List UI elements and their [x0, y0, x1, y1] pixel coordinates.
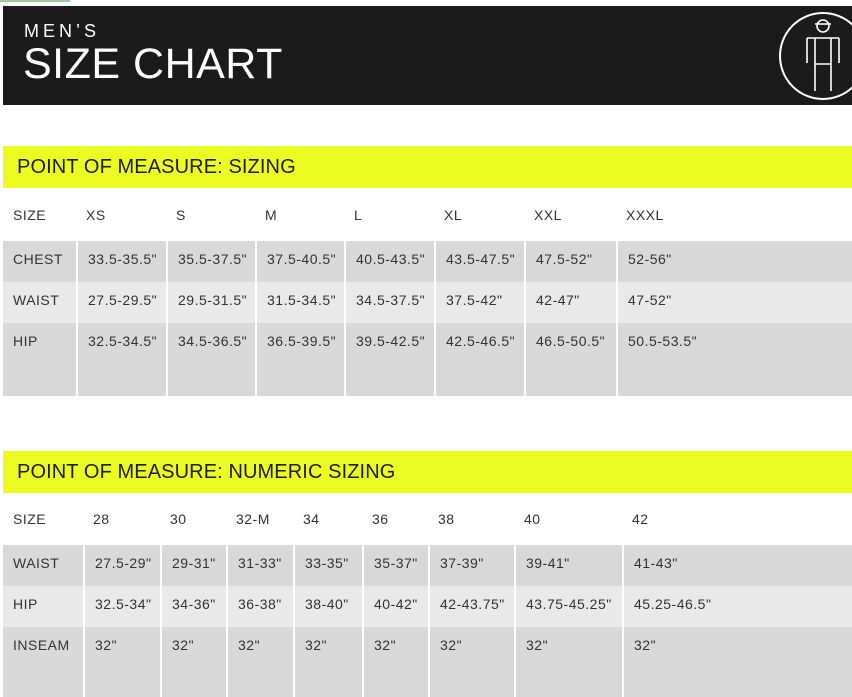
- column-header: 34: [293, 497, 362, 541]
- column-header: 42: [622, 497, 852, 541]
- table-cell: 37-39": [428, 545, 514, 586]
- table-cell: 29.5-31.5": [166, 282, 255, 323]
- row-label: WAIST: [3, 282, 76, 323]
- table-cell: 42.5-46.5": [434, 323, 524, 396]
- row-label: INSEAM: [3, 627, 83, 697]
- table-cell: 34-36": [160, 586, 226, 627]
- column-header: XXL: [524, 192, 616, 237]
- table-cell: 32": [622, 627, 852, 697]
- table-cell: 45.25-46.5": [622, 586, 852, 627]
- table-cell: 43.5-47.5": [434, 241, 524, 282]
- column-header: XS: [76, 192, 166, 237]
- column-header: M: [255, 192, 344, 237]
- sizing-table: [3, 192, 852, 396]
- table-cell: 40.5-43.5": [344, 241, 434, 282]
- table-cell: 32": [362, 627, 428, 697]
- table-cell: 47.5-52": [524, 241, 616, 282]
- table-cell: 37.5-40.5": [255, 241, 344, 282]
- table-cell: 40-42": [362, 586, 428, 627]
- table-cell: 32": [226, 627, 293, 697]
- table-row: [3, 586, 852, 627]
- table-cell: 29-31": [160, 545, 226, 586]
- column-header: 28: [83, 497, 160, 541]
- table-cell: 32": [293, 627, 362, 697]
- column-header: 32-M: [226, 497, 293, 541]
- table-cell: 39-41": [514, 545, 622, 586]
- page-title: SIZE CHART: [23, 40, 283, 88]
- numeric-header-row: [3, 497, 852, 541]
- table-cell: 43.75-45.25": [514, 586, 622, 627]
- person-outline-icon: [777, 9, 852, 103]
- table-cell: 37.5-42": [434, 282, 524, 323]
- column-header: 40: [514, 497, 622, 541]
- table-row: [3, 323, 852, 396]
- table-cell: 38-40": [293, 586, 362, 627]
- table-cell: 47-52": [616, 282, 852, 323]
- table-cell: 34.5-36.5": [166, 323, 255, 396]
- table-cell: 41-43": [622, 545, 852, 586]
- table-cell: 34.5-37.5": [344, 282, 434, 323]
- table-cell: 32": [83, 627, 160, 697]
- column-header: SIZE: [3, 192, 76, 237]
- column-header: S: [166, 192, 255, 237]
- column-header: 36: [362, 497, 428, 541]
- table-cell: 27.5-29": [83, 545, 160, 586]
- table-cell: 35.5-37.5": [166, 241, 255, 282]
- table-cell: 32.5-34": [83, 586, 160, 627]
- table-cell: 42-43.75": [428, 586, 514, 627]
- table-row: [3, 241, 852, 282]
- table-cell: 32.5-34.5": [76, 323, 166, 396]
- table-row: [3, 627, 852, 697]
- table-cell: 31-33": [226, 545, 293, 586]
- column-header: 30: [160, 497, 226, 541]
- table-cell: 35-37": [362, 545, 428, 586]
- row-label: HIP: [3, 323, 76, 396]
- table-cell: 46.5-50.5": [524, 323, 616, 396]
- table-cell: 27.5-29.5": [76, 282, 166, 323]
- column-header: L: [344, 192, 434, 237]
- table-row: [3, 282, 852, 323]
- table-cell: 52-56": [616, 241, 852, 282]
- table-cell: 36.5-39.5": [255, 323, 344, 396]
- table-cell: 31.5-34.5": [255, 282, 344, 323]
- table-cell: 50.5-53.5": [616, 323, 852, 396]
- header-subtitle: MEN’S: [24, 21, 101, 41]
- column-header: 38: [428, 497, 514, 541]
- numeric-sizing-table: [3, 497, 852, 697]
- table-cell: 42-47": [524, 282, 616, 323]
- row-label: WAIST: [3, 545, 83, 586]
- table-cell: 32": [514, 627, 622, 697]
- row-label: CHEST: [3, 241, 76, 282]
- column-header: XXXL: [616, 192, 852, 237]
- table-cell: 32": [428, 627, 514, 697]
- sizing-section-heading: POINT OF MEASURE: SIZING: [3, 146, 852, 188]
- table-cell: 36-38": [226, 586, 293, 627]
- top-accent-line: [0, 0, 70, 2]
- numeric-section-heading: POINT OF MEASURE: NUMERIC SIZING: [3, 451, 852, 493]
- page-header: [3, 6, 852, 105]
- table-cell: 39.5-42.5": [344, 323, 434, 396]
- table-row: [3, 545, 852, 586]
- row-label: HIP: [3, 586, 83, 627]
- table-cell: 33-35": [293, 545, 362, 586]
- column-header: XL: [434, 192, 524, 237]
- column-header: SIZE: [3, 497, 83, 541]
- sizing-header-row: [3, 192, 852, 237]
- table-cell: 32": [160, 627, 226, 697]
- table-cell: 33.5-35.5": [76, 241, 166, 282]
